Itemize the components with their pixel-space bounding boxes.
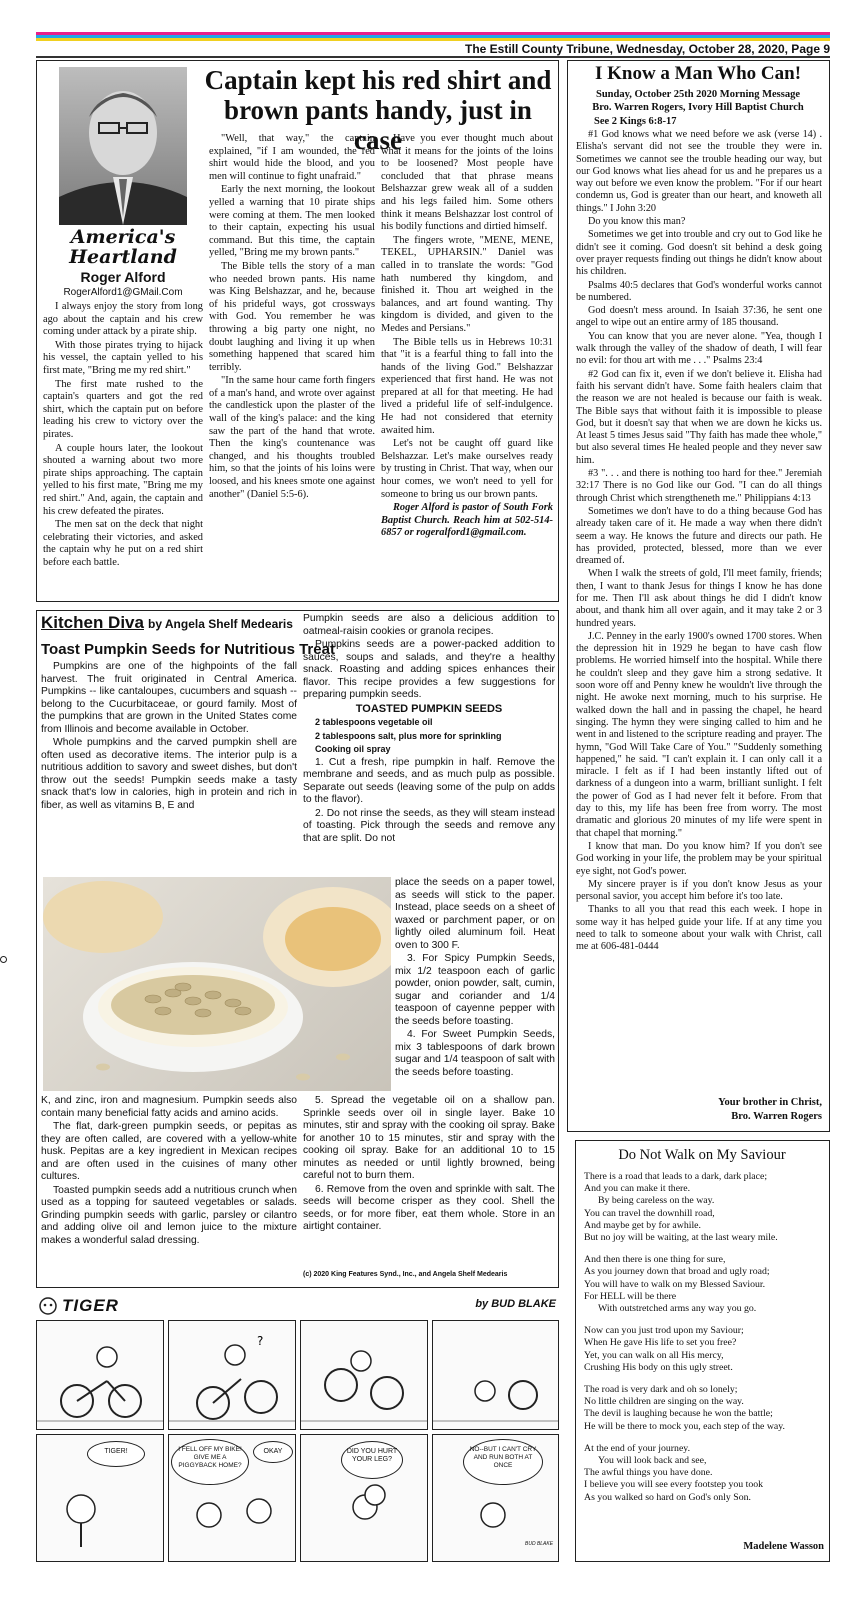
svg-text:?: ? <box>257 1334 264 1348</box>
paragraph: 1. Cut a fresh, ripe pumpkin in half. Remove the membrane and seeds, and as much pulp as possible. Separate out seeds (leaving some of the pulp on adds to the flavor). <box>303 756 555 805</box>
paragraph: Toasted pumpkin seeds add a nutritious crunch when used as a topping for sauteed vegetables or salads. Grinding pumpkin seeds with garlic, parsley or cilantro and adding olive oil and lemon juice to the mixture makes a wonderful salad dressing. <box>41 1184 297 1246</box>
poem-line: By being careless on the way. <box>598 1195 715 1207</box>
poem-body <box>584 1171 828 1541</box>
poem-line: But no joy will be waiting, at the last weary mile. <box>584 1232 778 1244</box>
paragraph: Sometimes we get into trouble and cry out to God like he didn't see it coming. God doesn't sit behind a desk going over prayer requests finding out things he didn't know about his children. <box>576 229 822 278</box>
author-photo <box>59 67 187 225</box>
tiger-face-icon <box>36 1296 60 1316</box>
ingredient: 2 tablespoons salt, plus more for sprinkling <box>315 730 502 741</box>
poem-line: Yet, you can walk on all His mercy, <box>584 1349 724 1361</box>
author-bio: Roger Alford is pastor of South Fork Baptist Church. Reach him at 502-514-6857 or rogeralford1@gmail.com. <box>381 502 553 539</box>
paragraph: J.C. Penney in the early 1900's owned 1700 stores. When the depression hit in 1929 he began to have cash flow problems. He worried himself into the hospital. While there he couldn't sleep and they gave him a strong sedative. It soon wore off and Penny knew he wouldn't live through the night. He awoke next morning, much to his surprise. He walked down the hall and in passing the chapel, he heard singing. The hymn they were singing called to him and he went in and listened to the scripture reading and prayer. The hymn, "God Will Take Care of You." "Suddenly something happened," he said. "I can't explain it. I can only call it a miracle. I felt as if I had been instantly lifted out of darkness of a dungeon into a warm, brilliant sunlight. I felt the power of God as I had never felt it before. From that day to this, my life has been free from worry. The most dramatic and glorious 20 minutes of my life were spent in that chapel that morning." <box>576 630 822 839</box>
kitchen-title: Toast Pumpkin Seeds for Nutritious Treat <box>41 641 335 658</box>
poem-box <box>575 1140 830 1562</box>
paragraph: I always enjoy the story from long ago about the captain and his crew coming under attack by a pirate ship. <box>43 301 203 338</box>
kitchen-col-2b <box>395 877 555 1091</box>
paragraph: With those pirates trying to hijack his vessel, the captain yelled to his first mate, "Bring me my red shirt." <box>43 339 203 376</box>
tiger-comic <box>36 1296 559 1564</box>
kitchen-byline: by Angela Shelf Medearis <box>147 617 293 631</box>
paragraph: 3. For Spicy Pumpkin Seeds, mix 1/2 teaspoon each of garlic powder, onion powder, salt, cumin, sugar and coriander and 1/4 teaspoon of cayenne pepper with the seeds before toasting. <box>395 953 555 1027</box>
paragraph: 5. Spread the vegetable oil on a shallow pan. Sprinkle seeds over oil in single layer. Bake 10 minutes, stir and spray with the cooking oil spray. Bake for another 10 to 15 minutes, stir and spray with the cooking oil spray. Bake for an additional 10 to 15 minutes as needed or until lightly browned, being careful not to burn them. <box>303 1095 555 1181</box>
paragraph: Let's not be caught off guard like Belshazzar. Let's make ourselves ready by trusting in Christ. That way, when our hour comes, we won't need to yell for someone to bring us our brown pants. <box>381 438 553 500</box>
column-name <box>49 227 197 267</box>
kid-crashed-icon <box>433 1321 559 1430</box>
kitchen-col-1 <box>41 661 297 873</box>
kitchen-diva-article <box>36 610 559 1288</box>
heartland-col-1 <box>43 301 203 601</box>
kitchen-diva-label: Kitchen Diva <box>41 613 144 632</box>
paragraph: Have you ever thought much about what it means for the joints of the loins to be loosened? Most people have concluded that that phrase means Belshazzar grew weak all of a sudden and his legs failed him. Some others think it means Belshazzar lost control of his bodily functions and dirtied himself. <box>381 133 553 233</box>
sermon-scripture: See 2 Kings 6:8-17 <box>594 116 677 127</box>
paragraph: Early the next morning, the lookout yelled a warning that 10 pirate ships were coming at them. The men looked to their captain, expecting his usual command. But this time, the captain yelled, "Bring me my brown pants." <box>209 184 375 259</box>
author-name: Roger Alford <box>80 269 166 285</box>
paragraph: Psalms 40:5 declares that God's wonderful works cannot be numbered. <box>576 279 822 303</box>
paragraph: Do you know this man? <box>588 216 686 228</box>
poem-line: You will look back and see, <box>598 1455 707 1467</box>
headline: Captain kept his red shirt and brown pants handy, just in case <box>204 65 552 155</box>
kitchen-col-1b <box>41 1095 297 1283</box>
paragraph: You can know that you are never alone. "Yea, though I walk through the valley of the shadow of death, I will fear no evil: for thou art with me . . ." Psalms 23:4 <box>576 330 822 367</box>
heartland-col-2 <box>209 133 375 599</box>
paragraph: "In the same hour came forth fingers of a man's hand, and wrote over against the candlestick upon the plaster of the wall of the king's palace: and the king saw the part of the hand that wrote. Then the king's countenance was changed, and his thoughts troubled him, so that the joints of his loins were loosed, and his knees smote one against another" (Daniel 5:5-6). <box>209 375 375 500</box>
speech-bubble: NO--BUT I CAN'T CRY AND RUN BOTH AT ONCE <box>463 1439 543 1485</box>
comic-panel-2 <box>168 1320 296 1430</box>
column-name-line1: America's <box>70 226 176 248</box>
poem-line: And maybe get by for awhile. <box>584 1219 701 1231</box>
poem-line: With outstretched arms any way you go. <box>598 1303 757 1315</box>
comic-panel-5 <box>36 1434 164 1562</box>
poem-line: And you can make it there. <box>584 1183 691 1195</box>
comic-panel-3 <box>300 1320 428 1430</box>
paragraph: The Bible tells us in Hebrews 10:31 that "it is a fearful thing to fall into the hands of the living God." Belshazzar experienced that first hand. He was not prepared at all for that meeting. He had lived a prideful life of self-indulgence. He had not considered that eternity awaited him. <box>381 336 553 436</box>
speech-bubble: DID YOU HURT YOUR LEG? <box>341 1441 403 1479</box>
paragraph: place the seeds on a paper towel, as seeds will stick to the paper. Instead, place seeds on a sheet of waxed or parchment paper, or on lightly oiled aluminum foil. Heat oven to 300 F. <box>395 877 555 951</box>
paragraph: Whole pumpkins and the carved pumpkin shell are often used as decorative items. The interior pulp is a nutritious addition to savory and sweet dishes, but don't throw out the seeds! Pumpkin seeds make a tasty snack that's low in calories, high in protein and rich in fiber, as well as vitamins B, E and <box>41 737 297 811</box>
comic-signature: BUD BLAKE <box>525 1541 554 1547</box>
paragraph: The Bible tells the story of a man who needed brown pants. His name was King Belshazzar, and he, because of his prideful ways, got crossways with God. You remember he was throwing a big party one night, no doubt laughing and living it up when something happened that scared him terribly. <box>209 260 375 373</box>
column-name-line2: Heartland <box>69 246 177 268</box>
comic-panel-6 <box>168 1434 296 1562</box>
speech-bubble: I FELL OFF MY BIKE! GIVE ME A PIGGYBACK HOME? <box>171 1439 249 1485</box>
author-portrait-icon <box>59 67 187 225</box>
comic-title: TIGER <box>62 1296 119 1315</box>
paragraph: 6. Remove from the oven and sprinkle with salt. The seeds will become crisper as they cool. Shell the seeds, or for more fiber, eat them whole. Store in an airtight container. <box>303 1183 555 1232</box>
sermon-signoff-1: Your brother in Christ, <box>718 1097 822 1108</box>
registration-mark-icon <box>0 956 7 963</box>
paragraph: God doesn't mess around. In Isaiah 37:36, he sent one angel to wipe out an entire army of 185 thousand. <box>576 305 822 329</box>
poem-line: You can travel the downhill road, <box>584 1207 715 1219</box>
sermon-title: I Know a Man Who Can! <box>594 63 802 84</box>
ingredient: Cooking oil spray <box>315 744 391 754</box>
comic-panel-7 <box>300 1434 428 1562</box>
sermon-article <box>567 60 830 1132</box>
poem-line: I believe you will see every footstep you took <box>584 1479 764 1491</box>
comic-panel-4 <box>432 1320 559 1430</box>
masthead: The Estill County Tribune, Wednesday, October 28, 2020, Page 9 <box>465 42 830 56</box>
masthead-rule <box>36 56 830 58</box>
heartland-article <box>36 60 559 602</box>
paragraph: K, and zinc, iron and magnesium. Pumpkin seeds also contain many beneficial fatty acids and amino acids. <box>41 1095 297 1119</box>
poem-line: He will be there to mock you, each step of the way. <box>584 1420 785 1432</box>
paragraph: My sincere prayer is if you don't know Jesus as your personal savior, you accept him before it's too late. <box>576 878 822 903</box>
sermon-body <box>576 129 822 1089</box>
poem-line: As you walked so hard on God's only Son. <box>584 1491 751 1503</box>
kitchen-col-2 <box>303 613 555 875</box>
paragraph: Pumpkins seeds are a power-packed addition to sauces, soups and salads, and they're a healthy snack. Roasting and adding spices enhances their flavor. This recipe provides a few suggestions for preparing pumpkin seeds. <box>303 639 555 700</box>
comic-panel-8 <box>432 1434 559 1562</box>
sermon-subtitle-1: Sunday, October 25th 2020 Morning Message <box>596 89 800 100</box>
paragraph: #3 ". . . and there is nothing too hard for thee." Jeremiah 32:17 There is no God like our God. "I can do all things through Christ which strengtheneth me." Philippians 4:13 <box>576 468 822 504</box>
paragraph: Pumpkin seeds are also a delicious addition to oatmeal-raisin cookies or granola recipes. <box>303 613 555 637</box>
paragraph: Pumpkins are one of the highpoints of the fall harvest. The fruit originated in Central America. Pumpkins -- like cantaloupes, cucumbers and squash -- belong to the Cucurbitaceae, or gourd family. Most of the pumpkins that are grown in the United States come from Illinois and become available in October. <box>41 661 297 735</box>
kid-on-bike-icon <box>37 1321 164 1430</box>
paragraph: A couple hours later, the lookout shouted a warning about two more pirate ships approaching. The captain yelled to his first mate, "Bring me my red shirt." And, again, the captain and his crew defeated the pirates. <box>43 442 203 517</box>
poem-line: The awful things you have done. <box>584 1467 713 1479</box>
comic-panel-1 <box>36 1320 164 1430</box>
paragraph: The men sat on the deck that night celebrating their victories, and asked the captain why he put on a red shirt before each battle. <box>43 519 203 568</box>
poem-line: Crushing His body on this ugly street. <box>584 1361 733 1373</box>
heartland-col-3 <box>381 133 553 599</box>
poem-line: As you journey down that broad and ugly road; <box>584 1266 770 1278</box>
paragraph: Sometimes we don't have to do a thing because God has already taken care of it. He made a way when there didn't seem a way. He knows the future and directs our path. He has provided, protected, blessed, more than we ever dreamed of. <box>576 505 822 567</box>
paragraph: I know that man. Do you know him? If you don't see God working in your life, the problem may be your spiritual eye sight, not God's power. <box>576 840 822 877</box>
poem-line: You will have to walk on my Blessed Saviour. <box>584 1278 766 1290</box>
paragraph: Thanks to all you that read this each week. I hope in some way it has helped guide your life. If at any time you need to talk to someone about your walk with Christ, call me at 606-481-0444 <box>576 904 822 953</box>
author-email: RogerAlford1@GMail.Com <box>63 287 183 298</box>
paragraph: "Well, that way," the captain explained, "if I am wounded, the red shirt would hide the blood, and you men will continue to fight unafraid." <box>209 133 375 182</box>
poem-line: When He gave His life to set you free? <box>584 1337 737 1349</box>
poem-author: Madelene Wasson <box>743 1541 824 1552</box>
recipe-title: TOASTED PUMPKIN SEEDS <box>355 702 503 715</box>
kitchen-header <box>41 613 301 637</box>
pumpkin-seeds-bowl-icon <box>43 877 391 1091</box>
speech-bubble: TIGER! <box>87 1441 145 1467</box>
poem-line: Now can you just trod upon my Saviour; <box>584 1325 744 1337</box>
paragraph: 2. Do not rinse the seeds, as they will steam instead of toasting. Pick through the seeds and remove any that are split. Do not <box>303 807 555 844</box>
poem-title: Do Not Walk on My Saviour <box>618 1147 786 1163</box>
color-bar-yellow <box>36 38 830 41</box>
speech-bubble: OKAY <box>253 1441 293 1463</box>
poem-line: The devil is laughing because he won the battle; <box>584 1408 773 1420</box>
kitchen-col-2c <box>303 1095 555 1267</box>
poem-line: There is a road that leads to a dark, dark place; <box>584 1171 768 1182</box>
paragraph: When I walk the streets of gold, I'll meet family, friends; then, I want to thank Jesus for things I know he has done for me. Then I'll ask about things he did I didn't know about, and thank him all over again, and it may take 2 or 3 hundred years. <box>576 568 822 629</box>
comic-byline: by BUD BLAKE <box>475 1298 556 1310</box>
tiger-logo <box>36 1296 186 1316</box>
paragraph: The flat, dark-green pumpkin seeds, or pepitas as they are often called, are covered with a yellow-white husk. Pepitas are a key ingredient in Mexican recipes and are often used in the cuisines of many other cultures. <box>41 1121 297 1182</box>
ingredient: 2 tablespoons vegetable oil <box>315 717 433 727</box>
poem-line: No little children are singing on the way. <box>584 1396 744 1408</box>
poem-line: For HELL will be there <box>584 1290 677 1302</box>
kid-falling-icon <box>301 1321 428 1430</box>
poem-line: At the end of your journey. <box>584 1442 691 1454</box>
paragraph: #2 God can fix it, even if we don't believe it. Elisha had faith his servant didn't have. Some faith healers claim that the reason we are not healed is because our faith is weak. The Bible says that without faith it is impossible to please God, but it doesn't say that when we are down he kicks us. At least 5 times Jesus said "Thy faith has made thee whole," but also several times He healed people and they never saw him. <box>576 368 822 466</box>
kid-wobbling-bike-icon <box>169 1321 296 1430</box>
kitchen-credit: (c) 2020 King Features Synd., Inc., and Angela Shelf Medearis <box>303 1271 508 1278</box>
paragraph: The first mate rushed to the captain's quarters and got the red shirt, which the captain put on before leading his crew to victory over the pirates. <box>43 378 203 440</box>
sermon-subtitle-2: Bro. Warren Rogers, Ivory Hill Baptist Church <box>592 102 804 113</box>
paragraph: The fingers wrote, "MENE, MENE, TEKEL, UPHARSIN." Daniel was called in to translate the words: "God hath numbered thy kingdom, and finished it. Thou art weighed in the balances, and art found wanting. Thy kingdom is divided, and given to the Medes and Persians." <box>381 234 553 334</box>
paragraph: #1 God knows what we need before we ask (verse 14) . Elisha's servant did not see the trouble they were in. Sometimes we cannot see the trouble heading our way, but our God knows what lies ahead for us and he prepares us a way out before we even know the problem. "For if our heart condemn us, God is greater than our heart, and knoweth all things." I John 3:20 <box>576 129 822 214</box>
sermon-signoff-2: Bro. Warren Rogers <box>731 1111 822 1122</box>
poem-line: The road is very dark and oh so lonely; <box>584 1384 738 1396</box>
pumpkin-seeds-photo <box>43 877 391 1091</box>
poem-line: And then there is one thing for sure, <box>584 1254 726 1266</box>
paragraph: 4. For Sweet Pumpkin Seeds, mix 3 tablespoons of dark brown sugar and 1/4 teaspoon of salt with the seeds before toasting. <box>395 1029 555 1078</box>
